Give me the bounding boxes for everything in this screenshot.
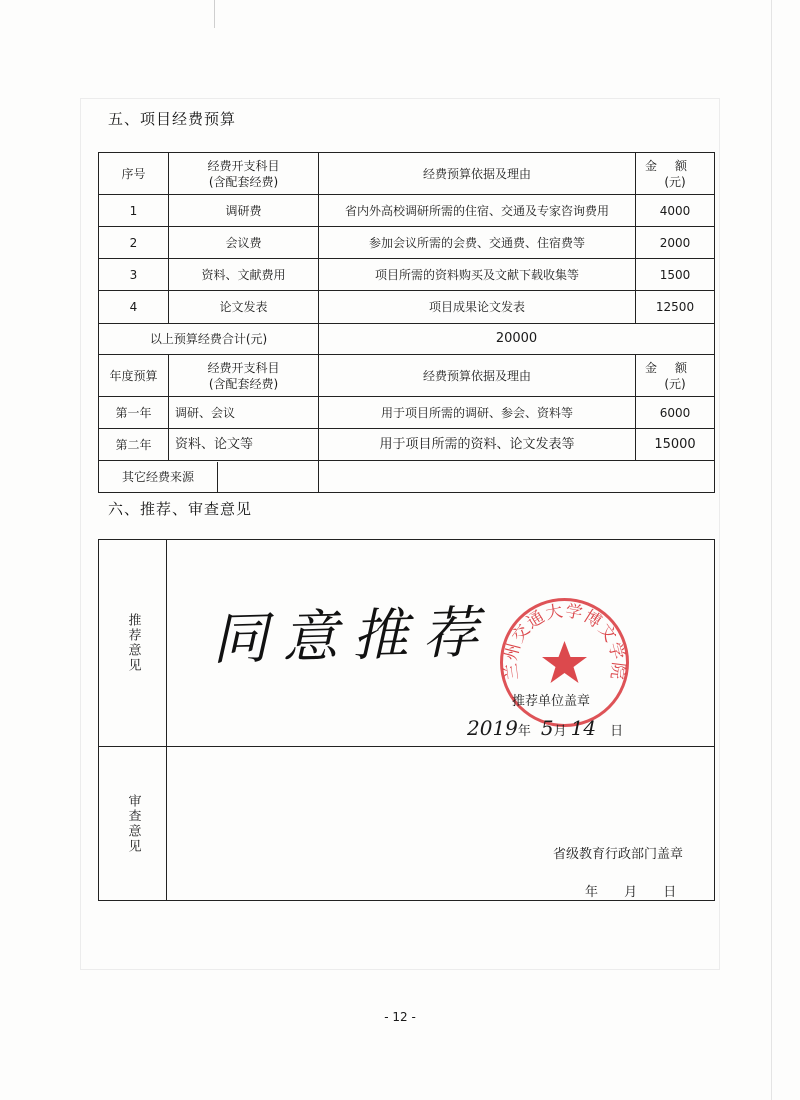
- total-label: 以上预算经费合计(元): [99, 324, 319, 355]
- annual-amount: 6000: [636, 397, 715, 429]
- date-month-suffix: 月: [553, 724, 567, 739]
- date-year-handwritten: 2019: [467, 716, 518, 740]
- header-subject-line2: (含配套经费): [208, 174, 279, 189]
- seal-graphic: [497, 595, 632, 730]
- row-basis: 项目成果论文发表: [319, 291, 636, 324]
- audit-cell: [167, 747, 715, 901]
- table-row: [99, 195, 715, 227]
- row-amount: 1500: [636, 259, 715, 291]
- recommend-cell: [167, 540, 715, 747]
- official-seal: [497, 595, 632, 730]
- date-month-handwritten: 5: [540, 716, 554, 740]
- header-basis: 经费预算依据及理由: [319, 153, 636, 195]
- row-subject: 会议费: [169, 227, 319, 259]
- annual-year: 第二年: [99, 429, 169, 461]
- annual-row: [99, 397, 715, 429]
- row-seq: 2: [99, 227, 169, 259]
- annual-subject: 调研、会议: [169, 397, 319, 429]
- audit-seal-caption: 省级教育行政部门盖章: [553, 847, 684, 862]
- review-table: [98, 539, 715, 901]
- header-seq: 序号: [99, 153, 169, 195]
- row-amount: 4000: [636, 195, 715, 227]
- recommend-label: 推荐意见: [99, 540, 167, 747]
- other-funding-label-text: 其它经费来源: [99, 462, 218, 492]
- annual-basis: 用于项目所需的调研、参会、资料等: [319, 397, 636, 429]
- audit-row: [99, 747, 715, 901]
- row-seq: 3: [99, 259, 169, 291]
- budget-table: [98, 152, 715, 493]
- annual-year: 第一年: [99, 397, 169, 429]
- row-basis: 参加会议所需的会费、交通费、住宿费等: [319, 227, 636, 259]
- annual-header-amount: [636, 355, 715, 397]
- annual-header-basis: 经费预算依据及理由: [319, 355, 636, 397]
- total-value: 20000: [319, 324, 715, 355]
- row-amount: 12500: [636, 291, 715, 324]
- page-number: - 12 -: [384, 1010, 416, 1024]
- annual-header-subject: [169, 355, 319, 397]
- date-day-handwritten: 14: [570, 716, 597, 740]
- table-row: [99, 259, 715, 291]
- section-title-review: 六、推荐、审查意见: [108, 500, 253, 518]
- annual-header-subject-line2: (含配套经费): [208, 376, 279, 391]
- annual-row: [99, 429, 715, 461]
- scan-artifact: [214, 0, 215, 28]
- row-amount: 2000: [636, 227, 715, 259]
- row-subject: 论文发表: [169, 291, 319, 324]
- header-subject-line1: 经费开支科目: [207, 158, 280, 173]
- section-title-budget: 五、项目经费预算: [108, 110, 237, 128]
- recommend-row: [99, 540, 715, 747]
- other-funding-label: [99, 461, 319, 493]
- row-basis: 项目所需的资料购买及文献下载收集等: [319, 259, 636, 291]
- other-funding-value: [319, 461, 715, 493]
- row-subject: 资料、文献费用: [169, 259, 319, 291]
- handwritten-opinion: 同意推荐: [211, 600, 493, 673]
- date-year-suffix: 年: [517, 724, 531, 739]
- header-amount-line1: 金额: [644, 158, 705, 173]
- header-subject: [169, 153, 319, 195]
- annual-header-amount-line1: 金额: [644, 360, 705, 375]
- table-row: [99, 291, 715, 324]
- row-seq: 4: [99, 291, 169, 324]
- other-funding-row: [99, 461, 715, 493]
- annual-header-amount-line2: (元): [664, 376, 686, 391]
- budget-total-row: [99, 324, 715, 355]
- header-amount: [636, 153, 715, 195]
- audit-label: 审查意见: [99, 747, 167, 901]
- header-amount-line2: (元): [664, 174, 686, 189]
- annual-header-row: [99, 355, 715, 397]
- scan-artifact: [771, 0, 772, 1100]
- budget-header-row: [99, 153, 715, 195]
- date-day-suffix: 日: [610, 724, 624, 739]
- table-row: [99, 227, 715, 259]
- row-basis: 省内外高校调研所需的住宿、交通及专家咨询费用: [319, 195, 636, 227]
- row-subject: 调研费: [169, 195, 319, 227]
- annual-basis: 用于项目所需的资料、论文发表等: [319, 429, 636, 461]
- seal-arc-text: 兰州交通大学博文学院: [500, 601, 629, 682]
- annual-subject: 资料、论文等: [169, 429, 319, 461]
- annual-amount: 15000: [636, 429, 715, 461]
- annual-header-subject-line1: 经费开支科目: [207, 360, 280, 375]
- row-seq: 1: [99, 195, 169, 227]
- annual-header-year: 年度预算: [99, 355, 169, 397]
- recommend-date: [467, 716, 623, 740]
- recommend-seal-caption: 推荐单位盖章: [512, 694, 591, 709]
- audit-date: 年 月 日: [585, 885, 677, 900]
